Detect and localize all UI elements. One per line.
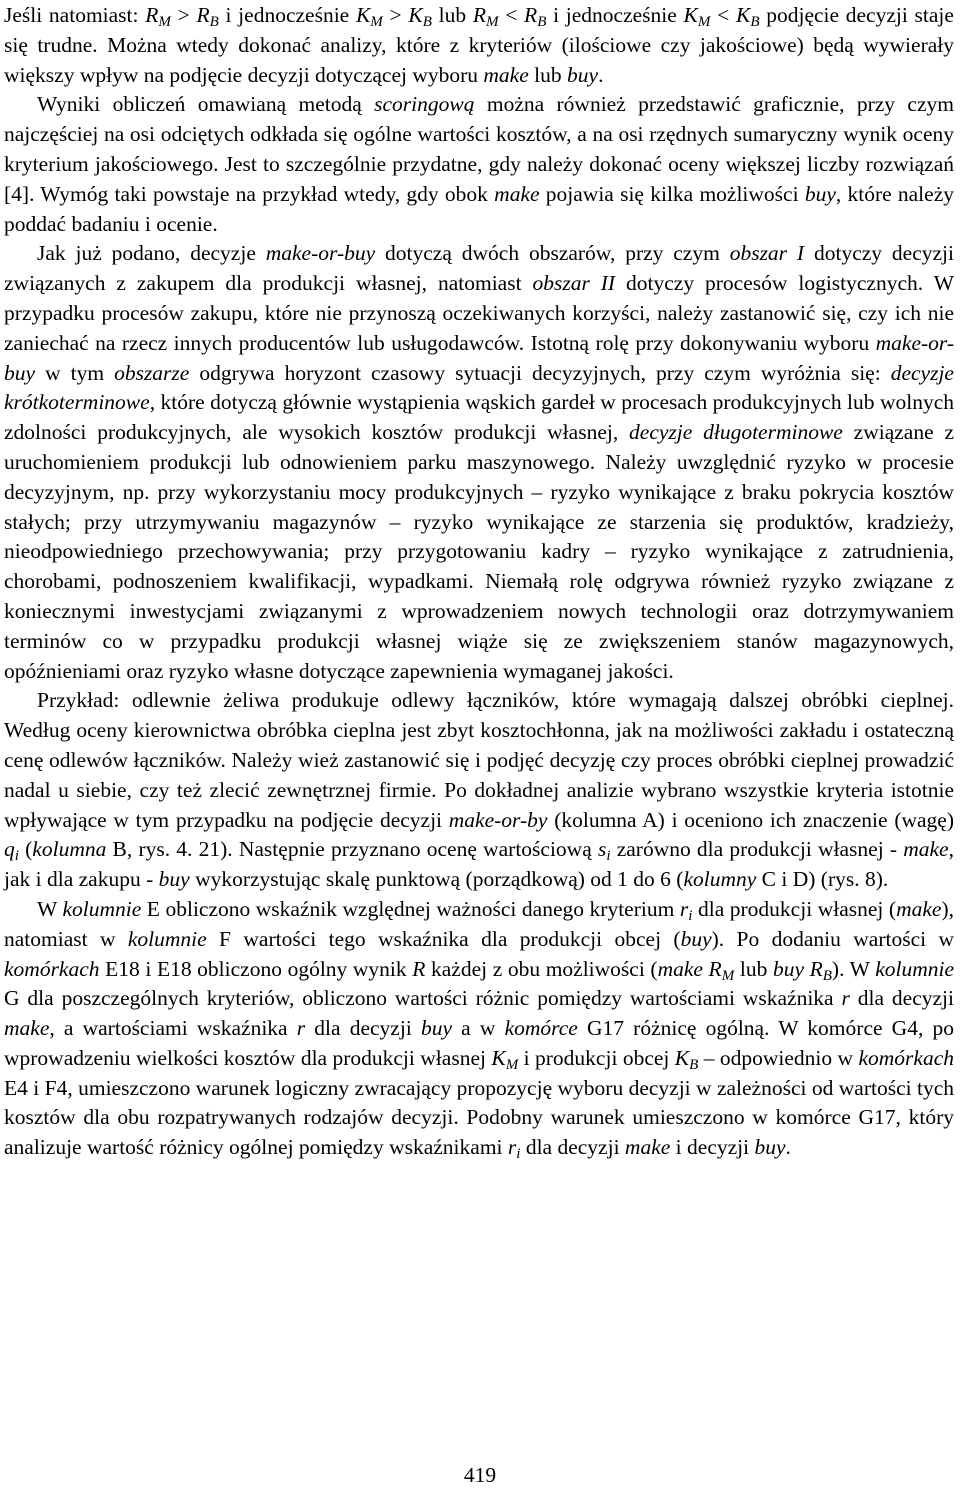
subscript: M [158,13,171,30]
italic-text: q [4,837,15,862]
text-run: , które należy poddać badaniu i ocenie. [4,181,954,236]
text-run: > [170,3,197,27]
text-run: . [598,62,604,87]
text-run: Wyniki obliczeń omawianą metodą [37,92,375,117]
subscript: B [422,13,432,30]
italic-text: decyzje długoterminowe [629,420,843,445]
italic-text: komórce [504,1016,578,1041]
italic-text: buy [754,1135,786,1160]
italic-text: komórkach [858,1045,954,1070]
text-run: odgrywa horyzont czasowy sytuacji decyzyjnych, przy czym wyróżnia się: [189,360,891,385]
subscript: i [688,907,693,924]
text-run: i produkcji obcej [518,1045,675,1070]
text-run: można również przedstawić graficznie, przy czym najczęściej na osi odciętych odkłada się ogólne wartości kosztów, a na osi rzędnych sumaryczny wynik oceny kryterium jakościowego. Jest to szczególnie przydatne, gdy należy dokonać oceny większej liczby rozwiązań [4]. Wymóg taki powstaje na przykład wtedy, gdy obok [4,92,954,206]
italic-text: obszar I [729,241,805,266]
text-run: dla decyzji [849,986,954,1011]
italic-text: r [507,1135,517,1160]
italic-text: r [296,1016,306,1041]
text-run: ( [18,837,33,862]
italic-text: K [491,1045,506,1070]
text-run: i jednocześnie [546,3,684,27]
italic-text: make [896,896,942,921]
italic-text: make-or-buy [265,241,376,266]
text-run: G17 różnicę ogólną. W komórce G4, po wprowadzeniu wielkości kosztów dla produkcji własnej [4,1016,954,1070]
italic-text: kolumnie [875,956,954,981]
text-run: > [382,3,409,27]
paragraph [4,686,954,895]
text-run: E obliczono wskaźnik względnej ważności danego kryterium [141,896,680,921]
italic-text: kolumna [32,837,107,862]
italic-text: r [679,896,689,921]
text-run: i decyzji [670,1135,755,1160]
subscript: B [537,13,547,30]
text-run: . [785,1135,791,1160]
text-run: B, rys. 4. 21). Następnie przyznano ocenę wartościową [106,837,598,862]
subscript: M [505,1056,519,1073]
text-run: , jak i dla zakupu - [4,837,954,892]
text-run: a w [452,1016,505,1041]
italic-text: decyzje krótkoterminowe [4,360,954,415]
text-run: – odpowiednio w [698,1045,859,1070]
paragraph [4,239,954,686]
text-run: dotyczy procesów logistycznych. W przypadku procesów zakupu, które nie przynoszą oczekiwanych korzyści, należy zastanowić się, czy ich nie zaniechać na rzecz innych producentów lub usługodawców. Istotną rolę przy dokonywaniu wyboru [4,271,954,355]
italic-text: K [674,1045,690,1070]
subscript: B [822,967,832,984]
italic-text: kolumnie [127,926,207,951]
italic-text: make R [657,956,722,981]
text-run: C i D) (rys. 8). [756,867,889,892]
italic-text: kolumny [683,867,757,892]
text-run: Jeśli natomiast: [4,3,146,27]
italic-text: K [735,3,751,27]
italic-text: K [408,3,423,27]
text-run: ). W [831,956,876,981]
italic-text: make [494,181,540,206]
subscript: M [721,967,735,984]
italic-text: obszarze [114,360,190,385]
italic-text: make [903,837,949,862]
text-run: E18 i E18 obliczono ogólny wynik [99,956,413,981]
page-number: 419 [463,1463,497,1487]
italic-text: R [196,3,210,27]
italic-text: make [4,1016,50,1041]
italic-text: buy [680,926,712,951]
text-run: podjęcie decyzji staje się trudne. Można wtedy dokonać analizy, które z kryteriów (ilościowe czy jakościowe) będą wywierały większy wpływ na podjęcie decyzji dotyczącej wyboru [4,3,954,87]
subscript: i [516,1146,521,1163]
text-run: ), natomiast w [4,896,954,951]
subscript: B [209,13,219,30]
italic-text: buy [567,62,599,87]
text-run: lub [528,62,568,87]
text-run: Jak już podano, decyzje [37,241,266,266]
text-run: G dla poszczególnych kryteriów, obliczono wartości różnic pomiędzy wartościami wskaźnika [4,986,842,1011]
text-run: wykorzystując skalę punktową (porządkową) od 1 do 6 ( [189,867,684,892]
italic-text: buy [420,1016,453,1041]
italic-text: buy R [772,956,823,981]
text-run: zarówno dla produkcji własnej - [610,837,904,862]
subscript: i [14,848,19,865]
italic-text: R [412,956,426,981]
italic-text: R [145,3,159,27]
text-run: , które dotyczą głównie wystąpienia wąskich gardeł w procesach produkcyjnych lub wolnych zdolności produkcyjnych, ale wysokich kosztów produkcji własnej, [4,390,954,445]
italic-text: make [624,1135,671,1160]
italic-text: make-or-buy [4,330,954,385]
italic-text: K [355,3,371,27]
paragraph [4,90,954,239]
text-run: E4 i F4, umieszczono warunek logiczny zwracający propozycję wyboru decyzji w zależności od wartości tych kosztów dla obu rozpatrywanych rodzajów decyzji. Podobny warunek umieszczono w komórce G17, który analizuje wartość różnicy ogólnej pomiędzy wskaźnikami [4,1075,954,1160]
text-run: dla produkcji własnej ( [692,896,897,921]
text-run: , a wartościami wskaźnika [49,1016,297,1041]
text-run: w tym [35,360,115,385]
italic-text: make-or-by [448,807,548,832]
text-run: lub [734,956,773,981]
paragraph [4,1,954,90]
text-run: ). Po dodaniu wartości w [711,926,954,951]
text-run: dotyczy decyzji związanych z zakupem dla produkcji własnej, natomiast [4,241,954,296]
paragraph [4,895,954,1163]
text-run: dotyczą dwóch obszarów, przy czym [375,241,730,266]
italic-text: buy [804,181,836,206]
text-run: i jednocześnie [218,3,356,27]
italic-text: kolumnie [62,896,142,921]
italic-text: make [483,62,529,87]
subscript: B [750,13,760,30]
text-run: pojawia się kilka możliwości [539,181,805,206]
subscript: M [370,13,383,30]
italic-text: r [841,986,850,1011]
text-run: lub [431,3,473,27]
italic-text: buy [158,867,190,892]
subscript: M [697,13,711,30]
italic-text: komórkach [4,956,100,981]
italic-text: obszar II [532,271,616,296]
subscript: M [485,13,499,30]
italic-text: scoringową [374,92,475,117]
text-run: dla decyzji [305,1016,421,1041]
text-run: każdej z obu możliwości ( [425,956,658,981]
subscript: i [606,848,611,865]
subscript: B [689,1056,699,1073]
italic-text: R [472,3,486,27]
text-run: związane z uruchomieniem produkcji lub odnowieniem parku maszynowego. Należy uwzględnić ryzyko w procesie decyzyjnym, np. przy wykorzystaniu mocy produkcyjnych – ryzyko wynikające z braku pokrycia kosztów stałych; przy utrzymywaniu magazynów – ryzyko wynikające ze starzenia się produktów, kradzieży, nieodpowiedniego przechowywania; przy przygotowaniu kadry – ryzyko wynikające z zatrudnienia, chorobami, podnoszeniem kwalifikacji, wypadkami. Niemałą rolę odgrywa również ryzyko związane z koniecznymi inwestycjami związanymi z wprowadzeniem nowych technologii oraz dotrzymywaniem terminów co w przypadku produkcji własnej wiąże się ze zwiększeniem stanów magazynowych, opóźnieniami oraz ryzyko własne dotyczące zapewnienia wymaganej jakości. [4,420,954,683]
text-run: W [37,896,63,921]
text-run: dla decyzji [520,1135,625,1160]
text-run: F wartości tego wskaźnika dla produkcji obcej ( [206,926,681,951]
italic-text: R [524,3,538,27]
text-run: < [498,3,525,27]
text-run: Przykład: odlewnie żeliwa produkuje odlewy łączników, które wymagają dalszej obróbki cieplnej. Według oceny kierownictwa obróbka cieplna jest zbyt kosztochłonna, jak na możliwości zakładu i ostateczną cenę odlewów łączników. Należy wież zastanowić się i podjęć decyzję czy proces obróbki cieplnej prowadzić nadal u siebie, czy też zlecić zewnętrznej firmie. Po dokładnej analizie wybrano wszystkie kryteria istotnie wpływające w tym przypadku na podjęcie decyzji [4,688,954,832]
italic-text: K [683,3,698,27]
text-run: < [710,3,736,27]
italic-text: s [597,837,607,862]
text-run: (kolumna A) i oceniono ich znaczenie (wagę) [547,807,954,832]
